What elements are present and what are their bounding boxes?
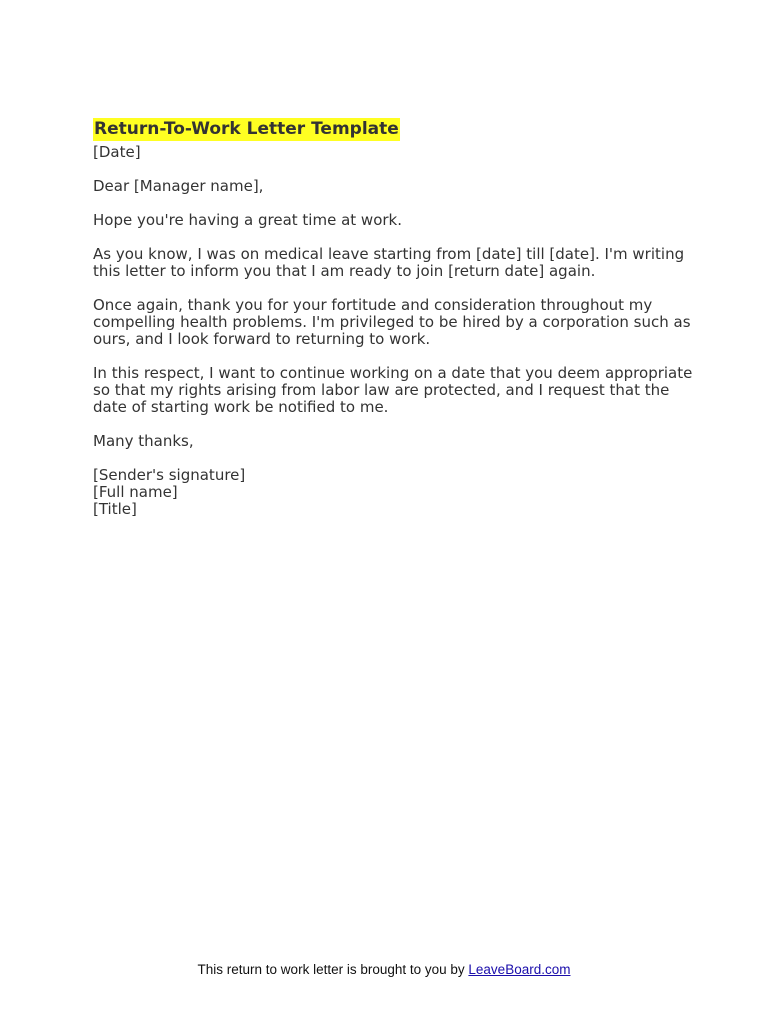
signature-line-sender: [Sender's signature] [93, 466, 246, 484]
leaveboard-link[interactable]: LeaveBoard.com [468, 962, 571, 977]
document-title: Return-To-Work Letter Template [94, 119, 399, 139]
signature-block [93, 467, 693, 518]
salutation: Dear [Manager name], [93, 177, 264, 195]
paragraph-greeting: Hope you're having a great time at work. [93, 211, 402, 229]
paragraph-medical-leave: As you know, I was on medical leave starting from [date] till [date]. I'm writing this letter to inform you that I am ready to join [return date] again. [93, 245, 685, 280]
date-placeholder: [Date] [93, 143, 141, 161]
signature-line-full-name: [Full name] [93, 483, 178, 501]
paragraph-request: In this respect, I want to continue working on a date that you deem appropriate so that my rights arising from labor law are protected, and I request that the date of starting work be notified to me. [93, 364, 693, 416]
signature-line-title: [Title] [93, 500, 137, 518]
footer [0, 962, 768, 977]
closing: Many thanks, [93, 432, 194, 450]
footer-text: This return to work letter is brought to you by [197, 962, 469, 977]
letter-body [93, 118, 693, 518]
paragraph-thanks: Once again, thank you for your fortitude and consideration throughout my compelling health problems. I'm privileged to be hired by a corporation such as ours, and I look forward to returning to work. [93, 296, 691, 348]
